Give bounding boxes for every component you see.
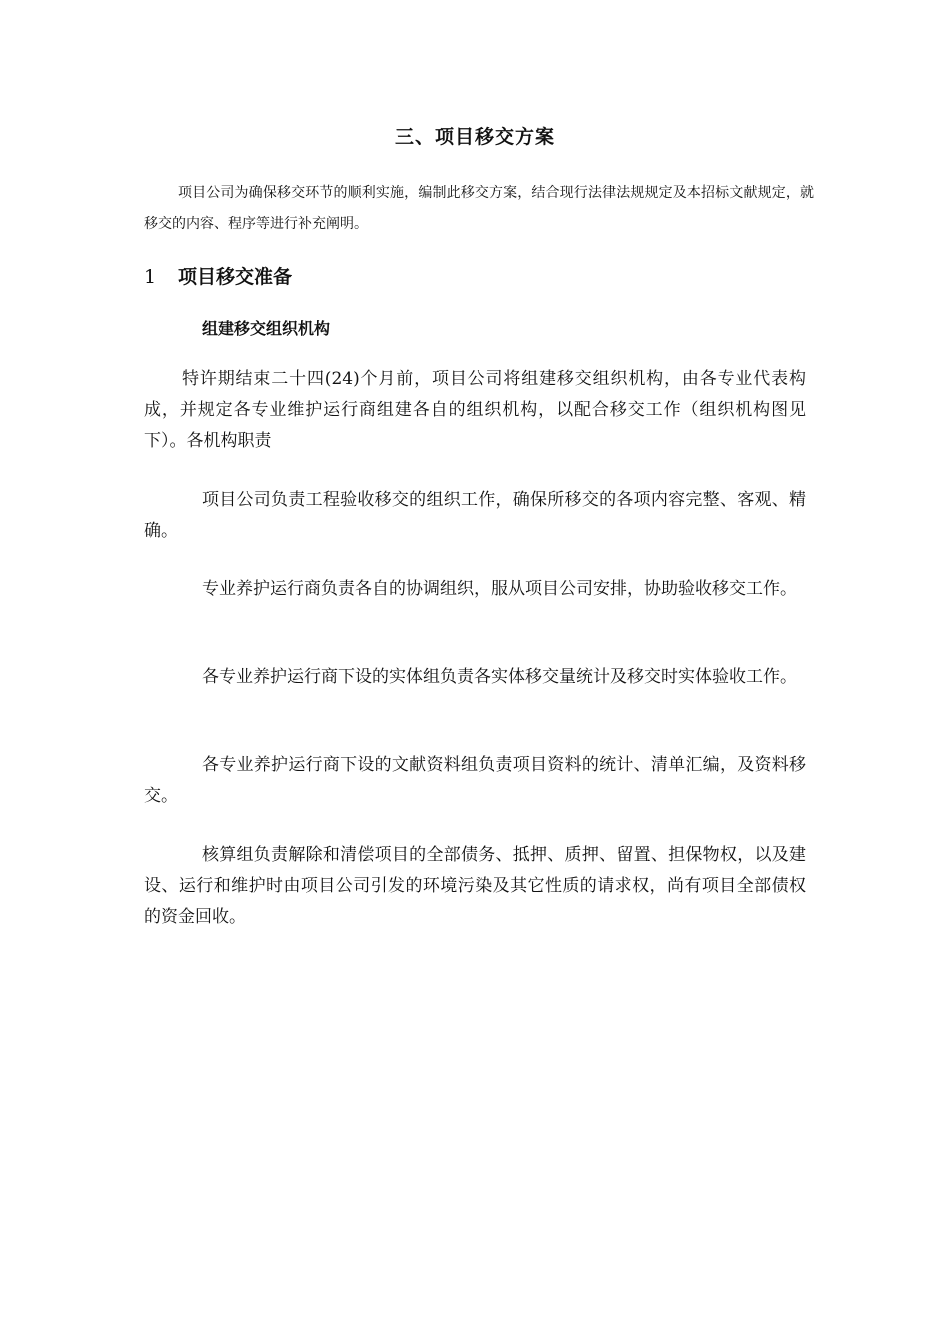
- section-title: 项目移交准备: [178, 266, 293, 288]
- paragraph-company-duty: 项目公司负责工程验收移交的组织工作，确保所移交的各项内容完整、客观、精确。: [144, 490, 806, 541]
- document-title: 三、项目移交方案: [394, 126, 555, 148]
- paragraph-docs-group: 各专业养护运行商下设的文献资料组负责项目资料的统计、清单汇编，及资料移交。: [144, 755, 806, 806]
- intro-paragraph: 项目公司为确保移交环节的顺利实施，编制此移交方案，结合现行法律法规规定及本招标文献规定，就移交的内容、程序等进行补充阐明。: [144, 185, 814, 232]
- section-heading: [144, 262, 292, 289]
- paragraph-org-setup: 特许期结束二十四(24)个月前，项目公司将组建移交组织机构，由各专业代表构成，并规定各专业维护运行商组建各自的组织机构，以配合移交工作（组织机构图见下）。各机构职责: [144, 369, 806, 451]
- paragraph-entity-group: 各专业养护运行商下设的实体组负责各实体移交量统计及移交时实体验收工作。: [202, 667, 797, 687]
- subsection-heading: 组建移交组织机构: [202, 319, 331, 338]
- section-number: 1: [144, 266, 157, 288]
- paragraph-operator-duty: 专业养护运行商负责各自的协调组织，服从项目公司安排，协助验收移交工作。: [202, 579, 797, 599]
- paragraph-accounting-group: 核算组负责解除和清偿项目的全部债务、抵押、质押、留置、担保物权，以及建设、运行和维护时由项目公司引发的环境污染及其它性质的请求权，尚有项目全部债权的资金回收。: [144, 845, 806, 927]
